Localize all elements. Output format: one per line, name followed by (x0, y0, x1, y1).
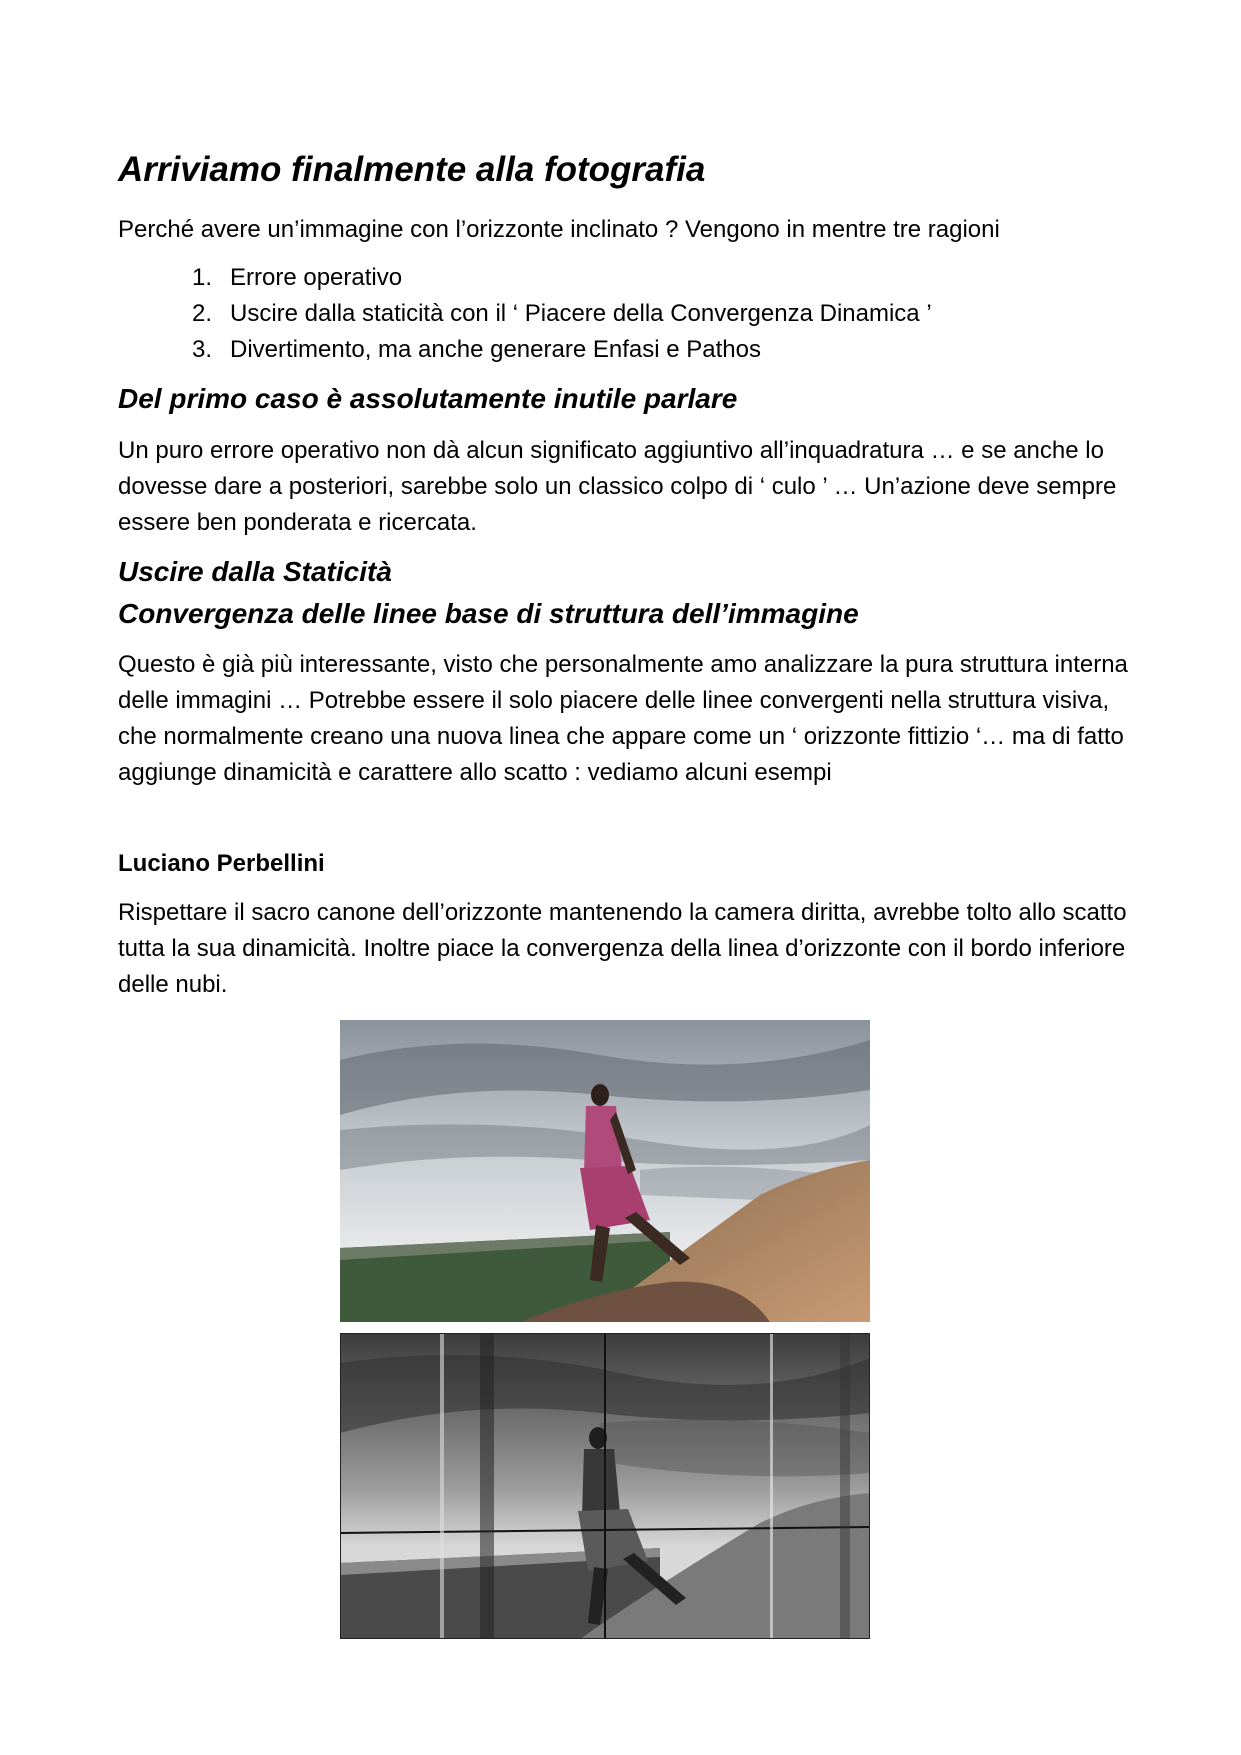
list-item-text: Divertimento, ma anche generare Enfasi e Pathos (230, 336, 761, 363)
list-item-text: Uscire dalla staticità con il ‘ Piacere della Convergenza Dinamica ’ (230, 300, 932, 327)
section-subheading-convergence: Convergenza delle linee base di struttura dell’immagine (118, 598, 859, 629)
photo-bw-analysis (340, 1333, 870, 1639)
list-item-number: 3. (192, 336, 213, 363)
list-item (192, 332, 932, 368)
section-heading-first-case: Del primo caso è assolutamente inutile parlare (118, 383, 738, 414)
first-case-paragraph: Un puro errore operativo non dà alcun significato aggiuntivo all’inquadratura … e se anche lo dovesse dare a posteriori, sarebbe solo un classico colpo di ‘ culo ’ … Un’azione deve sempre essere ben ponderata e ricercata. (118, 437, 1117, 536)
photo-color (340, 1020, 870, 1322)
convergence-paragraph: Questo è già più interessante, visto che personalmente amo analizzare la pura struttura interna delle immagini … Potrebbe essere il solo piacere delle linee convergenti nella struttura visiva, che normalmente creano una nuova linea che appare come un ‘ orizzonte fittizio ‘… ma di fatto aggiunge dinamicità e carattere allo scatto : vediamo alcuni esempi (118, 651, 1128, 786)
section-heading-staticity: Uscire dalla Staticità (118, 556, 392, 587)
photographer-name: Luciano Perbellini (118, 850, 325, 877)
list-item-number: 1. (192, 264, 213, 291)
list-item-number: 2. (192, 300, 213, 327)
list-item-text: Errore operativo (230, 264, 403, 291)
list-item (192, 260, 932, 296)
intro-paragraph: Perché avere un’immagine con l’orizzonte inclinato ? Vengono in mentre tre ragioni (118, 216, 1000, 243)
reasons-list (192, 260, 932, 368)
list-item (192, 296, 932, 332)
page-title: Arriviamo finalmente alla fotografia (118, 150, 706, 189)
example-paragraph: Rispettare il sacro canone dell’orizzonte mantenendo la camera diritta, avrebbe tolto allo scatto tutta la sua dinamicità. Inoltre piace la convergenza della linea d’orizzonte con il bordo inferiore delle nubi. (118, 899, 1127, 998)
